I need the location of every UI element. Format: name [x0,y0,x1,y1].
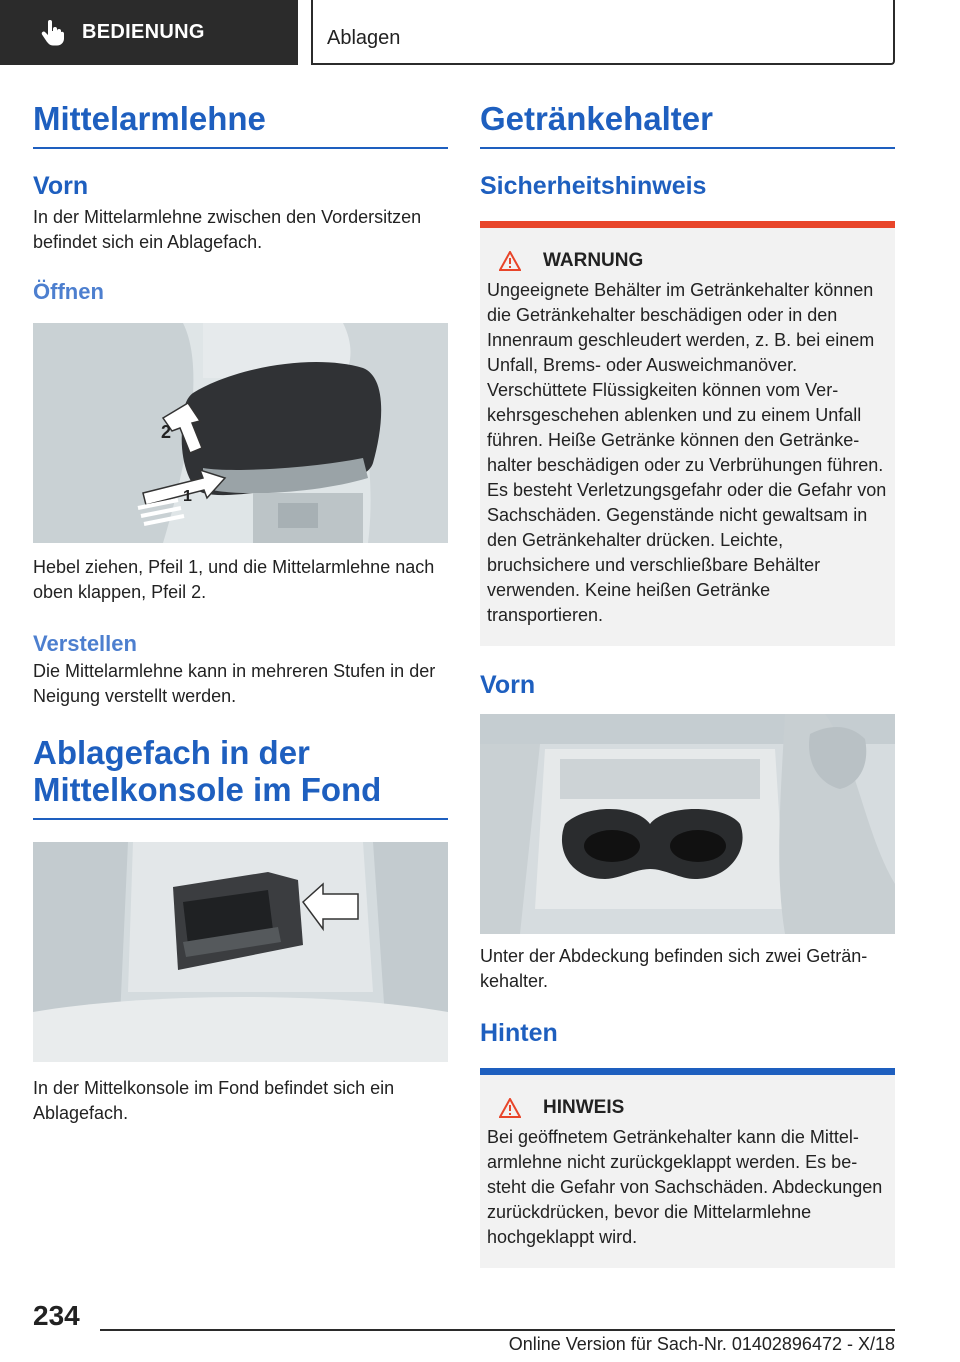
right-column [480,100,895,1268]
warning-title: WARNUNG [543,250,644,271]
arrow-label-2: 2 [161,422,172,442]
cupholder-illustration [480,714,895,934]
notice-title: HINWEIS [543,1097,625,1118]
cupholder-photo [480,714,895,934]
heading-mittelarmlehne: Mittelarmlehne [33,100,448,149]
text-oeffnen: Hebel ziehen, Pfeil 1, und die Mittelarmlehne nach oben klappen, Pfeil 2. [33,557,435,602]
section-tab [0,0,298,65]
warning-triangle-icon [499,251,521,271]
warning-text: Ungeeignete Behälter im Getränkehalter können die Getränkehalter beschädigen oder in den Innenraum geschleudert werden, z. B. bei einem Unfall, Brems- oder Ausweichmanöver. Verschüttete Flüssigkeiten können vom Verkehrsgeschehen ablenken und zu einem Unfall führen. Heiße Getränke können den Getränkehalter beschädigen oder zu Verbrühungen führen. Es besteht Verletzungsgefahr oder die Gefahr von Sachschäden. Gegenstände nicht gewaltsam in den Getränkehalter drücken. Leichte, bruchsichere und verschließbare Behälter verwenden. Keine heißen Getränke transportieren. [487,280,887,625]
armrest-photo [33,323,448,543]
heading-vorn: Vorn [33,172,89,200]
chapter-header [311,0,895,65]
notice-text: Bei geöffnetem Getränkehalter kann die Mittelarmlehne nicht zurückgeklappt werden. Es besteht die Gefahr von Sachschäden. Abdeckungen zurückdrücken, bevor die Mittelarmlehne hochgeklappt wird. [487,1127,883,1247]
arrow-label-1: 1 [183,488,192,505]
heading-hinten: Hinten [480,1019,558,1047]
warning-box [480,221,895,646]
page-number: 234 [33,1300,80,1331]
heading-ablagefach-fond: Ablagefach in der Mittelkonsole im Fond [33,734,448,820]
chapter-title: Ablagen [327,27,401,49]
section-title: BEDIENUNG [82,21,205,43]
heading-oeffnen: Öffnen [33,279,104,304]
notice-box [480,1068,895,1268]
text-fond: In der Mittelkonsole im Fond befindet sich ein Ablagefach. [33,1078,395,1123]
text-verstellen: Die Mittelarmlehne kann in mehreren Stufen in der Neigung verstellt werden. [33,661,436,706]
left-column [33,100,448,1126]
heading-sicherheitshinweis: Sicherheitshinweis [480,172,707,200]
heading-verstellen: Verstellen [33,631,137,656]
notice-triangle-icon [499,1098,521,1118]
armrest-illustration [33,323,448,543]
warning-header [487,250,887,272]
notice-header [487,1097,887,1119]
rear-console-illustration [33,842,448,1062]
text-vorn-right: Unter der Abdeckung befinden sich zwei Getränkehalter. [480,946,868,991]
hand-pointer-icon [40,20,66,46]
footer-version: Online Version für Sach-Nr. 01402896472 - X/18 [508,1334,895,1354]
text-vorn: In der Mittelarmlehne zwischen den Vordersitzen befindet sich ein Ablagefach. [33,207,422,252]
heading-getraenkehalter: Getränkehalter [480,100,895,149]
heading-vorn-right: Vorn [480,671,536,699]
footer-divider [100,1329,895,1331]
rear-console-photo [33,842,448,1062]
